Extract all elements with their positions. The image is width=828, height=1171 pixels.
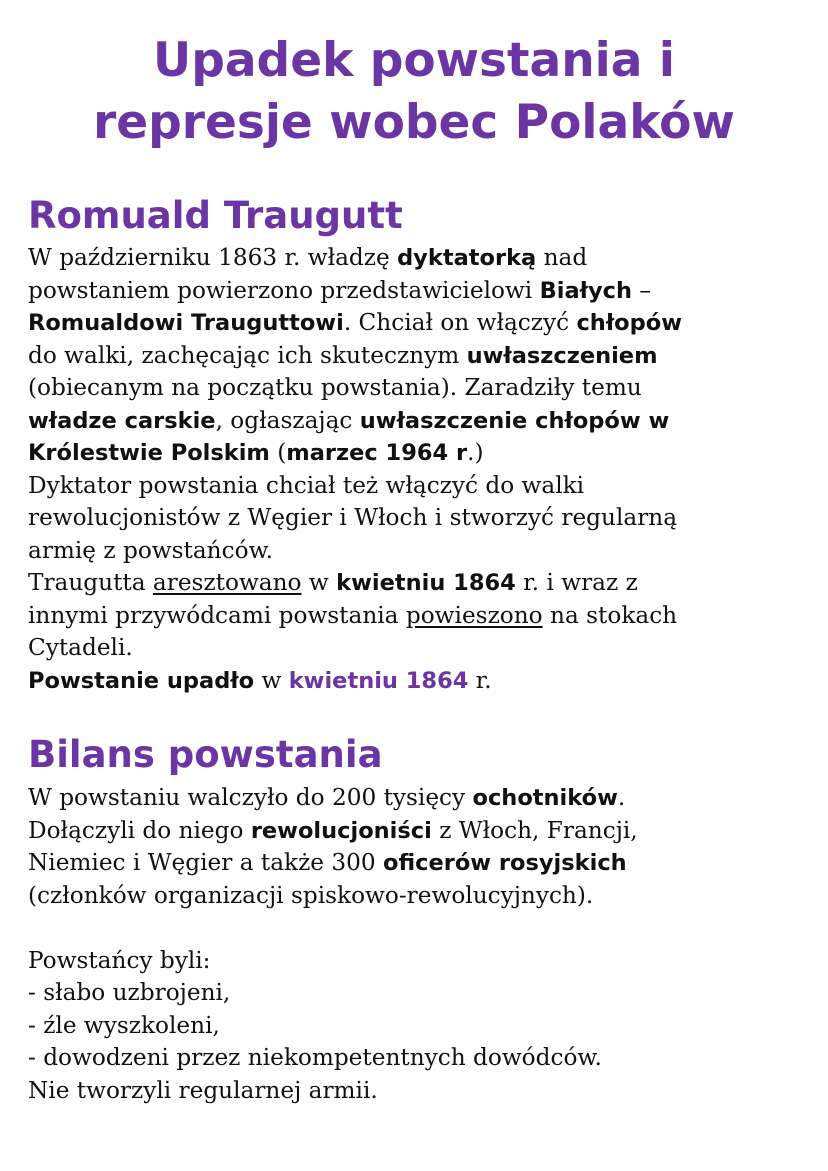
- paragraph-line: [28, 782, 818, 815]
- text-run: . Chciał on włączyć: [343, 309, 577, 336]
- paragraph-line: rewolucjonistów z Węgier i Włoch i stworzyć regularną: [28, 504, 678, 531]
- bold-term: uwłaszczeniem: [466, 342, 658, 369]
- paragraph-line: [28, 307, 818, 340]
- paragraph-line: [28, 242, 818, 275]
- text-run: innymi przywódcami powstania: [28, 601, 406, 629]
- highlighted-date: kwietniu 1864: [288, 667, 469, 694]
- text-run: na stokach: [542, 601, 678, 629]
- paragraph-line: Nie tworzyli regularnej armii.: [28, 1076, 378, 1104]
- bold-term: chłopów: [576, 310, 682, 336]
- section-heading-bilans-powstania: Bilans powstania: [28, 733, 383, 776]
- underlined-term: powieszono: [405, 601, 543, 629]
- bold-term: rewolucjoniści: [250, 817, 432, 844]
- bold-term: oficerów rosyjskich: [383, 850, 627, 876]
- text-run: w: [301, 569, 337, 596]
- paragraph-line: [28, 275, 818, 308]
- page-title-line-2: represje wobec Polaków: [93, 95, 735, 150]
- page-title-line-1: Upadek powstania i: [153, 33, 675, 88]
- text-run: .): [467, 439, 484, 466]
- paragraph-line: Dyktator powstania chciał też włączyć do walki: [28, 471, 585, 499]
- bold-term: Królestwie Polskim: [28, 440, 270, 466]
- paragraph-line: (członków organizacji spiskowo-rewolucyjnych).: [28, 881, 594, 909]
- paragraph-line: [28, 665, 818, 698]
- section-body-bilans-powstania: [28, 782, 818, 1107]
- paragraph-line: [28, 340, 818, 373]
- section-body-romuald-traugutt: [28, 242, 818, 697]
- text-run: (: [269, 439, 287, 466]
- text-run: z Włoch, Francji,: [431, 816, 638, 844]
- bold-term: Powstanie upadło: [28, 667, 255, 694]
- text-run: , ogłaszając: [215, 406, 360, 434]
- bold-term: władze carskie: [28, 407, 216, 434]
- paragraph-line: (obiecanym na początku powstania). Zaradziły temu: [28, 374, 642, 401]
- bold-term: dyktatorką: [397, 245, 537, 271]
- page-title: [0, 30, 828, 154]
- text-run: –: [632, 276, 651, 304]
- text-run: w: [254, 666, 289, 694]
- bold-term: marzec 1964 r: [286, 440, 468, 466]
- paragraph-line: Cytadeli.: [28, 634, 133, 661]
- text-run: Niemiec i Węgier a także 300: [28, 849, 384, 876]
- text-run: .: [617, 784, 626, 811]
- paragraph-line: [28, 437, 818, 470]
- blank-line: [28, 912, 818, 945]
- bold-term: uwłaszczenie chłopów w: [359, 407, 670, 434]
- text-run: W październiku 1863 r. władzę: [28, 244, 398, 271]
- paragraph-line: [28, 847, 818, 880]
- text-run: do walki, zachęcając ich skutecznym: [28, 341, 467, 369]
- list-item: - słabo uzbrojeni,: [28, 979, 231, 1006]
- text-run: powstaniem powierzono przedstawicielowi: [28, 276, 540, 304]
- bold-term: Białych: [539, 277, 633, 304]
- paragraph-line: [28, 567, 818, 600]
- section-heading-romuald-traugutt: Romuald Traugutt: [28, 194, 403, 237]
- paragraph-line: [28, 600, 818, 633]
- text-run: r. i wraz z: [515, 569, 638, 596]
- list-item: - źle wyszkoleni,: [28, 1011, 220, 1039]
- text-run: nad: [536, 244, 588, 271]
- text-run: r.: [468, 666, 492, 694]
- list-item: - dowodzeni przez niekompetentnych dowódców.: [28, 1044, 602, 1071]
- paragraph-line: [28, 405, 818, 438]
- list-intro: Powstańcy byli:: [28, 946, 211, 974]
- paragraph-line: [28, 815, 818, 848]
- bold-term: Romualdowi Trauguttowi: [28, 310, 344, 336]
- bold-term: kwietniu 1864: [336, 570, 516, 596]
- underlined-term: aresztowano: [152, 569, 302, 596]
- paragraph-line: armię z powstańców.: [28, 536, 274, 564]
- bold-term: ochotników: [472, 785, 618, 811]
- text-run: W powstaniu walczyło do 200 tysięcy: [28, 784, 473, 811]
- text-run: Dołączyli do niego: [28, 816, 251, 844]
- text-run: Traugutta: [28, 569, 153, 596]
